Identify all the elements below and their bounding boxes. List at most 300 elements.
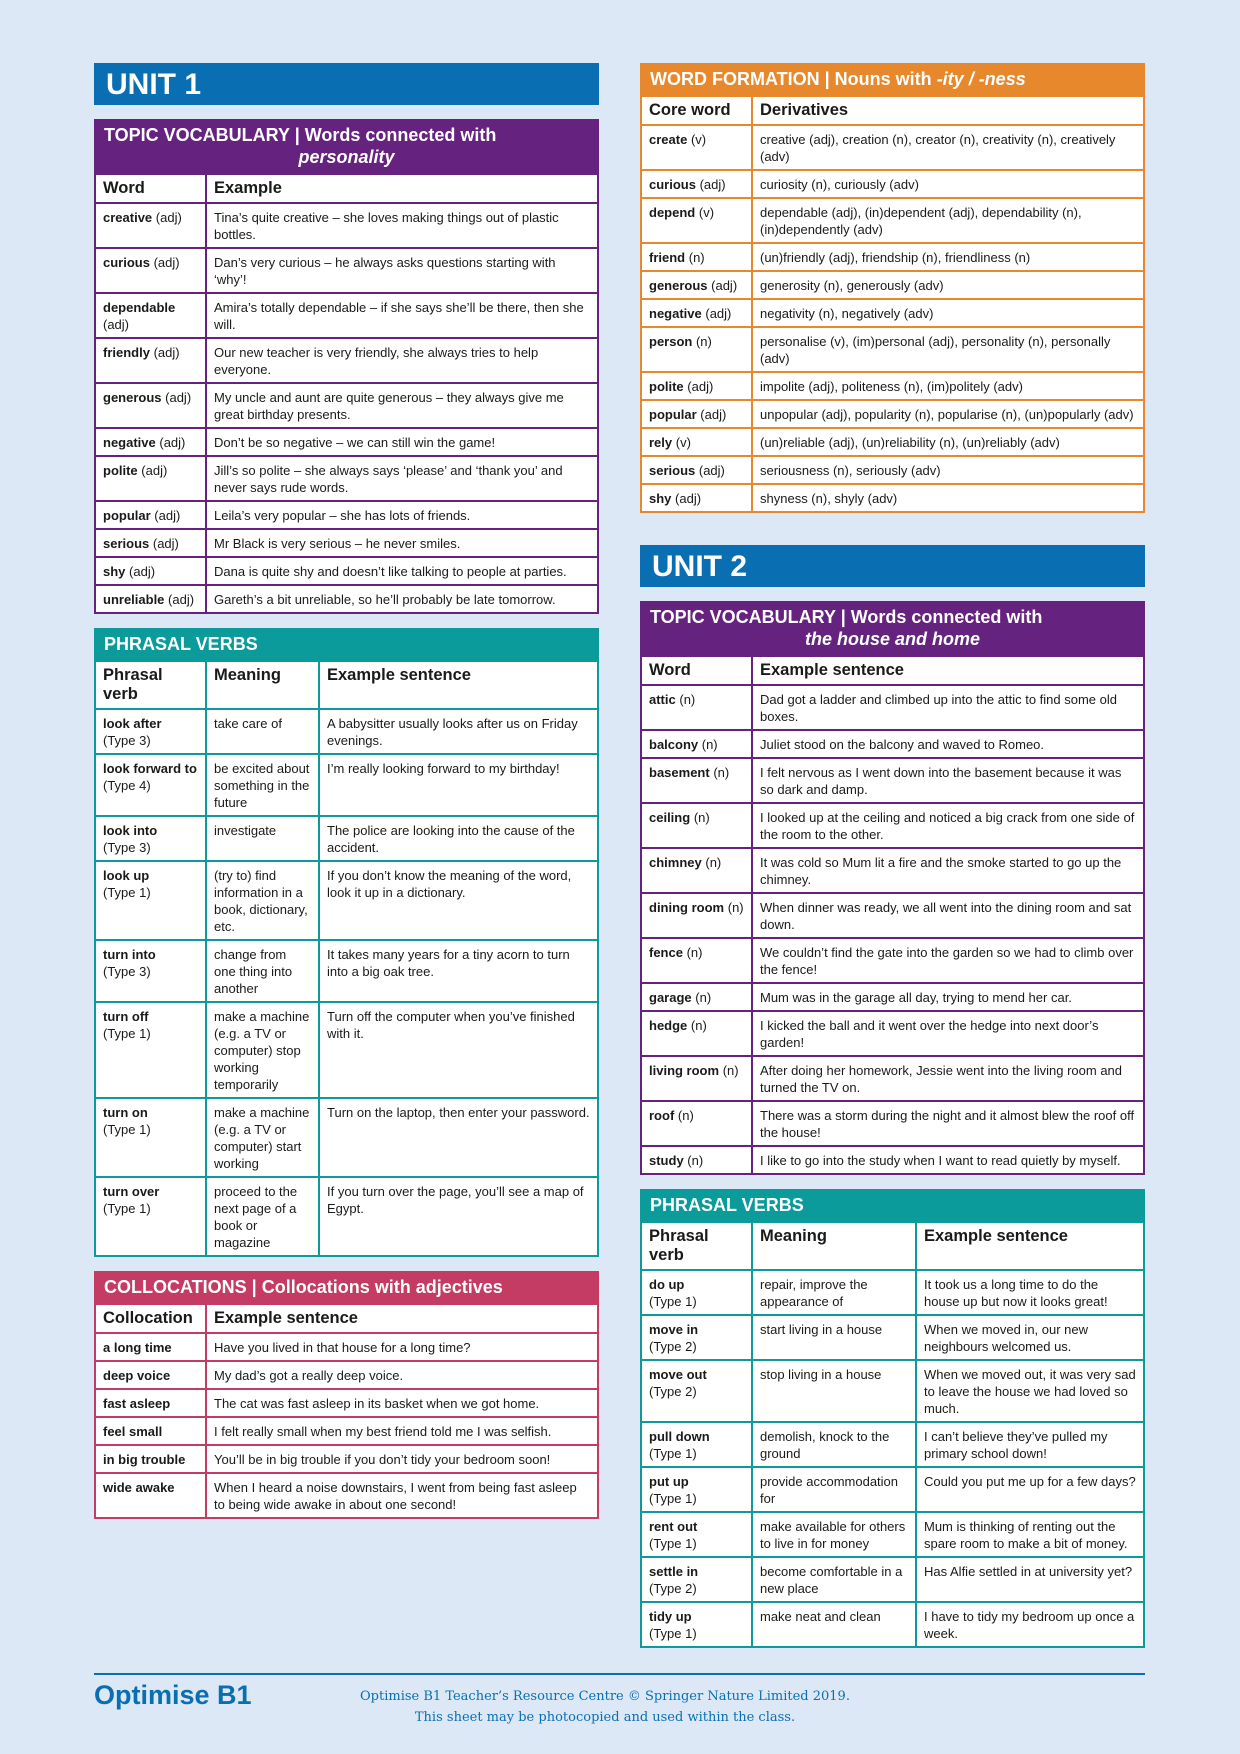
- word-pos: (v): [690, 132, 707, 147]
- word-pos: (adj): [705, 306, 732, 321]
- word-pos: (adj): [168, 592, 195, 607]
- meaning-cell: [206, 709, 319, 754]
- table-row: [95, 1473, 598, 1518]
- col-header-collocation: Collocation: [95, 1304, 206, 1333]
- word-pos: (adj): [699, 177, 726, 192]
- unit2-topic-heading-em: the house and home: [804, 629, 981, 649]
- table-row: [641, 400, 1144, 428]
- table-row: [641, 372, 1144, 400]
- left-column: [94, 63, 599, 1519]
- derivatives-text: impolite (adj), politeness (n), (im)politely (adv): [760, 379, 1023, 394]
- example-text: I have to tidy my bedroom up once a week.: [924, 1609, 1135, 1641]
- unit1-collocations: [94, 1271, 599, 1519]
- table-row: [641, 1467, 1144, 1512]
- example-cell: [206, 1417, 598, 1445]
- word-term: friend: [649, 250, 686, 265]
- meaning-text: demolish, knock to the ground: [760, 1429, 890, 1461]
- derivatives-text: (un)reliable (adj), (un)reliability (n), (un)reliably (adv): [760, 435, 1060, 450]
- example-text: My dad’s got a really deep voice.: [214, 1368, 404, 1383]
- phrasal-type: (Type 1): [103, 1026, 151, 1041]
- collocation-text: a long time: [103, 1340, 172, 1355]
- phrasal-verb-cell: [641, 1512, 752, 1557]
- example-cell: [206, 1333, 598, 1361]
- example-cell: [916, 1512, 1144, 1557]
- table-row: [95, 1177, 598, 1256]
- example-text: Jill’s so polite – she always says ‘please’ and ‘thank you’ and never says rude words.: [214, 463, 563, 495]
- phrasal-verb-cell: [95, 861, 206, 940]
- phrasal-type: (Type 2): [649, 1384, 697, 1399]
- example-cell: [206, 501, 598, 529]
- phrasal-verb: do up: [649, 1277, 685, 1292]
- example-text: Juliet stood on the balcony and waved to Romeo.: [760, 737, 1045, 752]
- word-cell: [641, 484, 752, 512]
- table-row: [641, 1011, 1144, 1056]
- col-header-meaning: Meaning: [752, 1222, 916, 1270]
- unit1-topic-body: [95, 203, 598, 613]
- word-cell: [641, 198, 752, 243]
- word-formation-heading: [640, 63, 1145, 95]
- table-row: [641, 848, 1144, 893]
- word-pos: (n): [688, 250, 705, 265]
- word-pos: (n): [690, 1018, 707, 1033]
- example-text: I’m really looking forward to my birthday!: [327, 761, 560, 776]
- table-row: [641, 198, 1144, 243]
- unit2-title: UNIT 2: [640, 545, 1145, 587]
- table-row: [641, 1422, 1144, 1467]
- word-cell: [95, 383, 206, 428]
- example-text: I looked up at the ceiling and noticed a big crack from one side of the room to the other.: [760, 810, 1135, 842]
- col-header-example-sentence: Example sentence: [206, 1304, 598, 1333]
- example-text: It took us a long time to do the house up but now it looks great!: [924, 1277, 1108, 1309]
- table-row: [95, 861, 598, 940]
- example-cell: [206, 293, 598, 338]
- example-cell: [319, 709, 598, 754]
- table-row: [641, 484, 1144, 512]
- word-formation: [640, 63, 1145, 513]
- table-row: [641, 1270, 1144, 1315]
- derivatives-cell: [752, 170, 1144, 198]
- footer-credit-line2: This sheet may be photocopied and used within the class.: [414, 1710, 796, 1725]
- word-cell: [95, 248, 206, 293]
- unit2-phrasal-body: [641, 1270, 1144, 1647]
- word-cell: [641, 271, 752, 299]
- col-header-word: Word: [95, 174, 206, 203]
- phrasal-verb: pull down: [649, 1429, 710, 1444]
- phrasal-type: (Type 1): [649, 1626, 697, 1641]
- word-cell: [641, 327, 752, 372]
- unit2-topic-heading: [640, 601, 1145, 655]
- derivatives-cell: [752, 271, 1144, 299]
- meaning-text: make neat and clean: [760, 1609, 881, 1624]
- example-cell: [752, 1146, 1144, 1174]
- example-text: Has Alfie settled in at university yet?: [924, 1564, 1133, 1579]
- table-row: [641, 125, 1144, 170]
- col-header-example-sentence: Example sentence: [319, 661, 598, 709]
- meaning-cell: [752, 1270, 916, 1315]
- example-text: If you turn over the page, you’ll see a map of Egypt.: [327, 1184, 584, 1216]
- example-text: Mum is thinking of renting out the spare room to make a bit of money.: [924, 1519, 1128, 1551]
- example-cell: [752, 983, 1144, 1011]
- col-header-example: Example: [206, 174, 598, 203]
- unit2-phrasal-verbs: [640, 1189, 1145, 1648]
- example-cell: [752, 938, 1144, 983]
- unit1-topic-heading-text: TOPIC VOCABULARY | Words connected with: [104, 125, 497, 145]
- word-cell: [95, 456, 206, 501]
- word-term: polite: [103, 463, 138, 478]
- word-pos: (n): [687, 1153, 704, 1168]
- word-formation-table: [640, 95, 1145, 513]
- phrasal-verb-cell: [95, 1098, 206, 1177]
- word-term: rely: [649, 435, 673, 450]
- derivatives-cell: [752, 400, 1144, 428]
- word-term: ceiling: [649, 810, 691, 825]
- table-row: [641, 1146, 1144, 1174]
- col-header-derivatives: Derivatives: [752, 96, 1144, 125]
- word-pos: (n): [695, 334, 712, 349]
- word-cell: [641, 1056, 752, 1101]
- table-row: [95, 1098, 598, 1177]
- word-cell: [95, 293, 206, 338]
- table-row: [641, 299, 1144, 327]
- table-row: [641, 1360, 1144, 1422]
- word-cell: [641, 848, 752, 893]
- word-pos: (v): [675, 435, 691, 450]
- word-term: living room: [649, 1063, 720, 1078]
- table-row: [641, 327, 1144, 372]
- word-cell: [641, 1011, 752, 1056]
- table-row: [95, 203, 598, 248]
- word-term: attic: [649, 692, 676, 707]
- example-cell: [319, 1002, 598, 1098]
- example-text: Tina’s quite creative – she loves making things out of plastic bottles.: [214, 210, 559, 242]
- word-cell: [641, 372, 752, 400]
- example-cell: [206, 585, 598, 613]
- word-term: polite: [649, 379, 684, 394]
- example-text: Turn on the laptop, then enter your password.: [327, 1105, 590, 1120]
- phrasal-verb-cell: [641, 1602, 752, 1647]
- word-cell: [641, 685, 752, 730]
- word-term: curious: [649, 177, 696, 192]
- phrasal-verb-cell: [95, 754, 206, 816]
- phrasal-verb: turn off: [103, 1009, 149, 1024]
- meaning-cell: [206, 1098, 319, 1177]
- word-cell: [95, 585, 206, 613]
- example-cell: [752, 730, 1144, 758]
- example-text: The cat was fast asleep in its basket when we got home.: [214, 1396, 540, 1411]
- derivatives-text: negativity (n), negatively (adv): [760, 306, 934, 321]
- meaning-text: become comfortable in a new place: [760, 1564, 903, 1596]
- word-pos: (n): [705, 855, 722, 870]
- example-cell: [916, 1360, 1144, 1422]
- example-cell: [206, 1445, 598, 1473]
- phrasal-verb: settle in: [649, 1564, 699, 1579]
- unit1-collocations-heading: COLLOCATIONS | Collocations with adjectives: [94, 1271, 599, 1303]
- derivatives-cell: [752, 428, 1144, 456]
- word-pos: (n): [677, 1108, 694, 1123]
- word-term: shy: [649, 491, 672, 506]
- phrasal-verb: put up: [649, 1474, 689, 1489]
- example-cell: [752, 848, 1144, 893]
- table-row: [641, 170, 1144, 198]
- meaning-text: proceed to the next page of a book or magazine: [214, 1184, 298, 1250]
- word-cell: [641, 1101, 752, 1146]
- table-header-row: [95, 661, 598, 709]
- table-row: [641, 758, 1144, 803]
- table-row: [641, 243, 1144, 271]
- word-term: basement: [649, 765, 710, 780]
- table-row: [95, 754, 598, 816]
- phrasal-type: (Type 1): [649, 1294, 697, 1309]
- table-row: [641, 893, 1144, 938]
- word-term: chimney: [649, 855, 702, 870]
- phrasal-verb-cell: [641, 1467, 752, 1512]
- unit2-topic-body: [641, 685, 1144, 1174]
- word-pos: (n): [679, 692, 696, 707]
- example-text: It takes many years for a tiny acorn to turn into a big oak tree.: [327, 947, 570, 979]
- meaning-text: make a machine (e.g. a TV or computer) start working: [214, 1105, 310, 1171]
- example-text: Could you put me up for a few days?: [924, 1474, 1136, 1489]
- phrasal-type: (Type 4): [103, 778, 151, 793]
- example-cell: [319, 861, 598, 940]
- right-column: [640, 63, 1145, 1648]
- phrasal-type: (Type 3): [103, 964, 151, 979]
- word-cell: [641, 803, 752, 848]
- collocation-text: deep voice: [103, 1368, 171, 1383]
- meaning-cell: [752, 1422, 916, 1467]
- derivatives-cell: [752, 299, 1144, 327]
- word-term: shy: [103, 564, 126, 579]
- meaning-text: (try to) find information in a book, dictionary, etc.: [214, 868, 308, 934]
- word-term: serious: [103, 536, 150, 551]
- word-cell: [641, 938, 752, 983]
- word-term: roof: [649, 1108, 675, 1123]
- table-row: [95, 557, 598, 585]
- meaning-text: stop living in a house: [760, 1367, 882, 1382]
- unit1-topic-table: [94, 173, 599, 614]
- meaning-text: start living in a house: [760, 1322, 883, 1337]
- example-text: Have you lived in that house for a long time?: [214, 1340, 471, 1355]
- unit1-collocations-table: [94, 1303, 599, 1519]
- table-row: [95, 338, 598, 383]
- table-row: [95, 1002, 598, 1098]
- meaning-cell: [752, 1512, 916, 1557]
- derivatives-text: unpopular (adj), popularity (n), popularise (n), (un)popularly (adv): [760, 407, 1134, 422]
- example-text: Mum was in the garage all day, trying to mend her car.: [760, 990, 1072, 1005]
- table-row: [95, 1417, 598, 1445]
- derivatives-cell: [752, 327, 1144, 372]
- example-cell: [752, 893, 1144, 938]
- word-term: generous: [103, 390, 162, 405]
- collocation-cell: [95, 1361, 206, 1389]
- example-text: I kicked the ball and it went over the hedge into next door’s garden!: [760, 1018, 1099, 1050]
- table-row: [95, 428, 598, 456]
- word-term: create: [649, 132, 688, 147]
- table-row: [641, 938, 1144, 983]
- word-pos: (v): [698, 205, 715, 220]
- phrasal-type: (Type 2): [649, 1339, 697, 1354]
- word-cell: [641, 400, 752, 428]
- phrasal-verb-cell: [641, 1315, 752, 1360]
- unit1-collocations-body: [95, 1333, 598, 1518]
- word-term: popular: [649, 407, 697, 422]
- word-cell: [641, 428, 752, 456]
- table-header-row: [641, 96, 1144, 125]
- word-cell: [95, 428, 206, 456]
- example-text: When dinner was ready, we all went into the dining room and sat down.: [760, 900, 1132, 932]
- word-term: curious: [103, 255, 150, 270]
- meaning-cell: [752, 1467, 916, 1512]
- footer-credit-line1: Optimise B1 Teacher’s Resource Centre © Springer Nature Limited 2019.: [360, 1689, 850, 1704]
- meaning-cell: [206, 1002, 319, 1098]
- phrasal-verb: turn into: [103, 947, 156, 962]
- example-cell: [319, 1177, 598, 1256]
- meaning-text: investigate: [214, 823, 277, 838]
- word-pos: (adj): [159, 435, 186, 450]
- word-cell: [641, 983, 752, 1011]
- phrasal-type: (Type 1): [103, 1122, 151, 1137]
- meaning-cell: [752, 1360, 916, 1422]
- derivatives-text: seriousness (n), seriously (adv): [760, 463, 941, 478]
- phrasal-verb: tidy up: [649, 1609, 692, 1624]
- unit1-phrasal-verbs: [94, 628, 599, 1257]
- derivatives-cell: [752, 125, 1144, 170]
- phrasal-verb: turn over: [103, 1184, 160, 1199]
- word-formation-heading-text: WORD FORMATION | Nouns with: [650, 69, 932, 89]
- meaning-cell: [752, 1602, 916, 1647]
- phrasal-verb-cell: [95, 1002, 206, 1098]
- phrasal-verb-cell: [95, 940, 206, 1002]
- word-pos: (n): [686, 945, 703, 960]
- footer-credit: [330, 1686, 880, 1728]
- phrasal-verb-cell: [641, 1557, 752, 1602]
- example-cell: [319, 940, 598, 1002]
- example-text: Don’t be so negative – we can still win the game!: [214, 435, 496, 450]
- example-cell: [319, 816, 598, 861]
- word-term: negative: [103, 435, 156, 450]
- unit2-topic-heading-text: TOPIC VOCABULARY | Words connected with: [650, 607, 1043, 627]
- word-pos: (adj): [153, 255, 180, 270]
- meaning-text: change from one thing into another: [214, 947, 293, 996]
- collocation-cell: [95, 1333, 206, 1361]
- word-pos: (adj): [675, 491, 702, 506]
- example-cell: [752, 1101, 1144, 1146]
- example-cell: [752, 685, 1144, 730]
- unit1-topic-vocabulary: [94, 119, 599, 614]
- phrasal-verb: move out: [649, 1367, 707, 1382]
- word-cell: [95, 338, 206, 383]
- word-cell: [641, 758, 752, 803]
- meaning-text: make available for others to live in for money: [760, 1519, 906, 1551]
- collocation-text: feel small: [103, 1424, 163, 1439]
- word-term: study: [649, 1153, 684, 1168]
- example-cell: [319, 1098, 598, 1177]
- example-text: Our new teacher is very friendly, she always tries to help everyone.: [214, 345, 539, 377]
- word-term: depend: [649, 205, 696, 220]
- derivatives-text: (un)friendly (adj), friendship (n), friendliness (n): [760, 250, 1031, 265]
- unit2-topic-table: [640, 655, 1145, 1175]
- table-row: [95, 293, 598, 338]
- word-pos: (adj): [129, 564, 156, 579]
- word-formation-heading-em: -ity / -ness: [936, 69, 1026, 89]
- example-text: I like to go into the study when I want to read quietly by myself.: [760, 1153, 1121, 1168]
- word-term: garage: [649, 990, 692, 1005]
- unit1-topic-heading-em: personality: [298, 147, 395, 167]
- word-pos: (adj): [165, 390, 192, 405]
- col-header-example-sentence: Example sentence: [752, 656, 1144, 685]
- collocation-cell: [95, 1417, 206, 1445]
- word-cell: [641, 1146, 752, 1174]
- word-formation-body: [641, 125, 1144, 512]
- derivatives-text: generosity (n), generously (adv): [760, 278, 944, 293]
- table-row: [95, 816, 598, 861]
- example-cell: [319, 754, 598, 816]
- unit2-phrasal-table: [640, 1221, 1145, 1648]
- example-text: My uncle and aunt are quite generous – they always give me great birthday presents.: [214, 390, 564, 422]
- table-header-row: [95, 174, 598, 203]
- word-cell: [641, 243, 752, 271]
- table-row: [641, 271, 1144, 299]
- derivatives-text: curiosity (n), curiously (adv): [760, 177, 919, 192]
- table-row: [641, 428, 1144, 456]
- table-row: [95, 529, 598, 557]
- word-cell: [641, 125, 752, 170]
- phrasal-verb-cell: [641, 1422, 752, 1467]
- example-text: If you don’t know the meaning of the word, look it up in a dictionary.: [327, 868, 572, 900]
- meaning-cell: [206, 816, 319, 861]
- example-text: A babysitter usually looks after us on Friday evenings.: [327, 716, 578, 748]
- meaning-text: be excited about something in the future: [214, 761, 310, 810]
- phrasal-verb-cell: [95, 709, 206, 754]
- meaning-text: repair, improve the appearance of: [760, 1277, 868, 1309]
- phrasal-type: (Type 3): [103, 840, 151, 855]
- example-cell: [916, 1422, 1144, 1467]
- example-text: Mr Black is very serious – he never smiles.: [214, 536, 461, 551]
- meaning-text: make a machine (e.g. a TV or computer) stop working temporarily: [214, 1009, 310, 1092]
- unit2-phrasal-heading: PHRASAL VERBS: [640, 1189, 1145, 1221]
- word-cell: [641, 730, 752, 758]
- derivatives-text: personalise (v), (im)personal (adj), personality (n), personally (adv): [760, 334, 1111, 366]
- table-row: [95, 940, 598, 1002]
- table-row: [641, 1512, 1144, 1557]
- phrasal-verb-cell: [641, 1360, 752, 1422]
- footer-brand: Optimise B1: [94, 1680, 252, 1710]
- col-header-phrasal-verb: Phrasal verb: [641, 1222, 752, 1270]
- unit1-phrasal-heading: PHRASAL VERBS: [94, 628, 599, 660]
- derivatives-cell: [752, 484, 1144, 512]
- word-cell: [641, 299, 752, 327]
- derivatives-text: creative (adj), creation (n), creator (n), creativity (n), creatively (adv): [760, 132, 1116, 164]
- phrasal-type: (Type 3): [103, 733, 151, 748]
- table-row: [95, 1333, 598, 1361]
- table-row: [641, 1557, 1144, 1602]
- example-cell: [206, 557, 598, 585]
- example-text: Dad got a ladder and climbed up into the attic to find some old boxes.: [760, 692, 1117, 724]
- footer-divider: [94, 1673, 1145, 1675]
- table-row: [95, 248, 598, 293]
- word-term: serious: [649, 463, 696, 478]
- example-cell: [206, 203, 598, 248]
- table-row: [95, 1389, 598, 1417]
- example-text: You’ll be in big trouble if you don’t tidy your bedroom soon!: [214, 1452, 551, 1467]
- word-cell: [95, 501, 206, 529]
- derivatives-text: dependable (adj), (in)dependent (adj), dependability (n), (in)dependently (adv): [760, 205, 1082, 237]
- table-header-row: [95, 1304, 598, 1333]
- collocation-cell: [95, 1473, 206, 1518]
- word-pos: (n): [695, 990, 712, 1005]
- example-cell: [752, 803, 1144, 848]
- table-row: [95, 1361, 598, 1389]
- derivatives-cell: [752, 372, 1144, 400]
